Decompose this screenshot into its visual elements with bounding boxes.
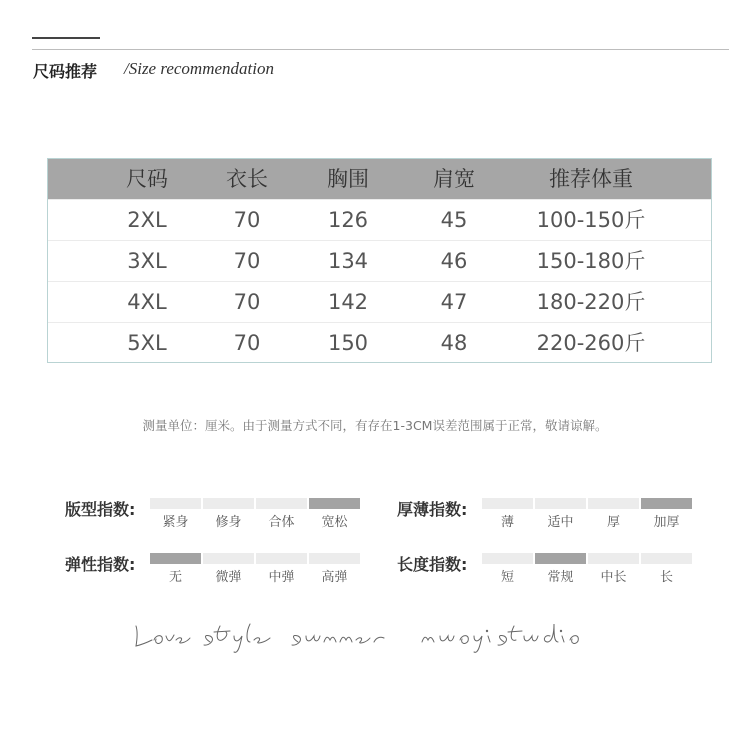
table-row <box>48 322 711 363</box>
length-option-label: 常规 <box>547 570 574 585</box>
elasticity-segment <box>150 553 201 564</box>
table-cell: 3XL <box>127 249 167 273</box>
thickness-segment <box>588 498 639 509</box>
length-option-label: 中长 <box>600 570 627 585</box>
top-accent-bar <box>32 37 100 39</box>
length-option-label: 短 <box>500 570 514 585</box>
table-cell: 100-150斤 <box>536 208 646 232</box>
elasticity-option-label: 高弹 <box>321 570 348 585</box>
table-cell: 180-220斤 <box>536 290 646 314</box>
elasticity-option-label: 中弹 <box>268 570 295 585</box>
table-cell: 46 <box>440 249 468 273</box>
size-table <box>47 158 712 363</box>
table-cell: 142 <box>327 290 369 314</box>
elasticity-option-label: 微弹 <box>215 570 242 585</box>
table-cell: 126 <box>327 208 369 232</box>
column-header-size: 尺码 <box>126 167 168 191</box>
top-divider <box>32 49 729 50</box>
table-cell: 45 <box>440 208 468 232</box>
table-cell: 47 <box>440 290 468 314</box>
column-header-chest: 胸围 <box>327 167 369 191</box>
thickness-option-label: 适中 <box>547 515 574 530</box>
thickness-option-label: 薄 <box>500 515 514 530</box>
length-segment <box>535 553 586 564</box>
table-cell: 48 <box>440 331 468 355</box>
measurement-note: 测量单位：厘米。由于测量方式不同，有存在1-3CM误差范围属于正常，敬请谅解。 <box>142 418 608 433</box>
section-title: 尺码推荐 <box>33 62 98 81</box>
fit-option-label: 紧身 <box>162 515 189 530</box>
table-cell: 4XL <box>127 290 167 314</box>
thickness-segment <box>482 498 533 509</box>
fit-option-label: 修身 <box>215 515 242 530</box>
fit-segment <box>203 498 254 509</box>
elasticity-segment <box>203 553 254 564</box>
table-cell: 150 <box>327 331 369 355</box>
elasticity-index-label: 弹性指数: <box>65 555 136 574</box>
fit-option-label: 宽松 <box>321 515 348 530</box>
thickness-option-label: 加厚 <box>653 515 680 530</box>
thickness-index-label: 厚薄指数: <box>397 500 468 519</box>
table-cell: 2XL <box>127 208 167 232</box>
table-row <box>48 199 711 240</box>
table-cell: 70 <box>233 290 261 314</box>
thickness-segment <box>641 498 692 509</box>
length-segment <box>588 553 639 564</box>
fit-segment <box>256 498 307 509</box>
table-row <box>48 281 711 322</box>
table-cell: 220-260斤 <box>536 331 646 355</box>
elasticity-segment <box>309 553 360 564</box>
length-segment <box>482 553 533 564</box>
fit-segment <box>150 498 201 509</box>
table-row <box>48 240 711 281</box>
table-cell: 134 <box>327 249 369 273</box>
handwritten-signature <box>130 616 605 658</box>
table-cell: 70 <box>233 208 261 232</box>
table-cell: 70 <box>233 331 261 355</box>
elasticity-segment <box>256 553 307 564</box>
column-header-length: 衣长 <box>226 167 268 191</box>
thickness-segment <box>535 498 586 509</box>
table-cell: 150-180斤 <box>536 249 646 273</box>
table-header <box>48 159 711 199</box>
fit-segment <box>309 498 360 509</box>
column-header-shoulder: 肩宽 <box>433 167 475 191</box>
elasticity-option-label: 无 <box>168 570 182 585</box>
length-index-label: 长度指数: <box>397 555 468 574</box>
table-cell: 5XL <box>127 331 167 355</box>
table-cell: 70 <box>233 249 261 273</box>
thickness-option-label: 厚 <box>606 515 620 530</box>
length-option-label: 长 <box>659 570 673 585</box>
fit-index-label: 版型指数: <box>65 500 136 519</box>
fit-option-label: 合体 <box>268 515 295 530</box>
column-header-weight: 推荐体重 <box>549 167 633 191</box>
section-subtitle: /Size recommendation <box>124 59 274 78</box>
length-segment <box>641 553 692 564</box>
